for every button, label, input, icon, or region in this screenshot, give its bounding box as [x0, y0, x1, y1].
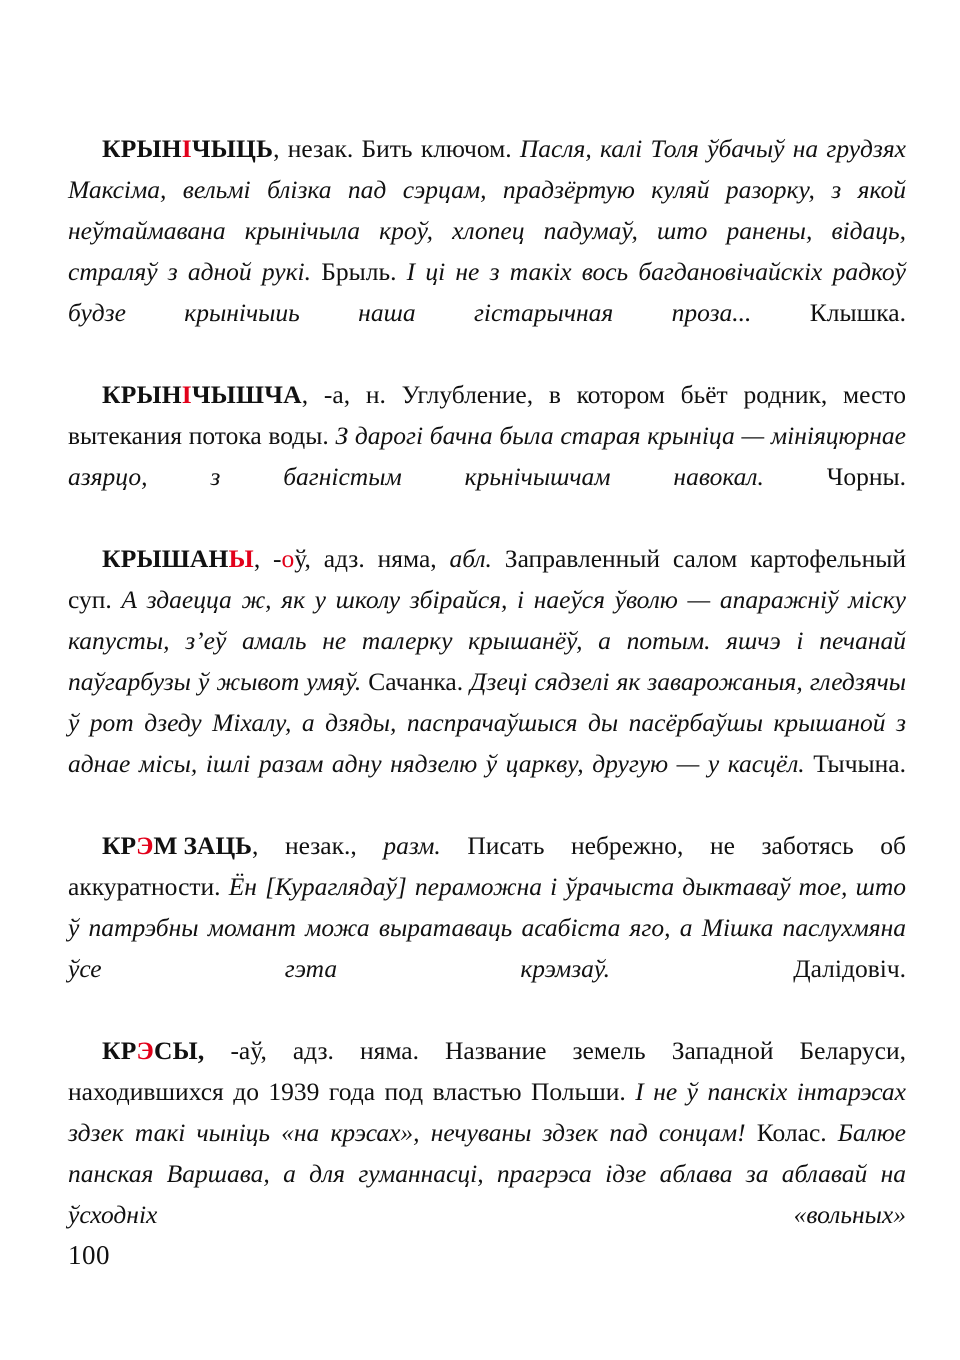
- dictionary-entry-krynichyshcha: [68, 374, 906, 538]
- stressed-vowel: Э: [136, 1036, 154, 1065]
- dictionary-entry-kryshany: [68, 538, 906, 825]
- headword-part: КРЫШАН: [102, 544, 229, 573]
- citation-source-label: Сачанка.: [368, 667, 464, 696]
- headword-krynichyts: [102, 134, 273, 163]
- headword-part: М: [153, 831, 178, 860]
- citation-source-label: Чорны.: [826, 462, 906, 491]
- citation-source: [746, 1118, 838, 1147]
- citation-source: [805, 749, 906, 778]
- headword-part: СЫ,: [153, 1036, 205, 1065]
- text-column: [68, 128, 906, 1276]
- dictionary-entry-kresy: [68, 1030, 906, 1276]
- citation-source-label: Колас.: [756, 1118, 827, 1147]
- stressed-vowel: І: [181, 380, 192, 409]
- citation-text: А здаецца ж, як у школу збірайся, і наеўся ўволю — апаражніў міску капусты, з’еў амаль не талерку крышанёў, а потым. яшчэ і печанай паўгарбузы ў жывот умяў.: [68, 585, 906, 696]
- headword-kremzats: [102, 831, 252, 860]
- stressed-vowel: І: [181, 134, 192, 163]
- inflection-suffix: ў, адз. няма,: [294, 544, 450, 573]
- headword-punctuation: ,: [253, 544, 261, 573]
- citation-source: [311, 257, 407, 286]
- inflection-stressed-vowel: о: [281, 544, 295, 573]
- citation-text: Пасля, калі Толя ўбачыў на грудзях Максіма, вельмі блізка пад сэрцам, прадзёртую куляй разорку, з якой неўтаймавана крынічыла кроў, хлопец падумаў, што ранены, відаць, страляў з адной рукі.: [68, 134, 907, 286]
- grammar-label: -аў, адз. няма.: [204, 1036, 446, 1065]
- citation-text: Балюе панская Варшава, а для гуманнасці, прагрэса ідзе аблава за аблавай на ўсходніх «вольных»: [68, 1118, 907, 1229]
- citation-text: З дарогі бачна была старая крыніца — мініяцюрнае азярцо, з багністым крьнічышчам навокал.: [68, 421, 906, 491]
- stressed-vowel: Э: [136, 831, 154, 860]
- inflection-prefix: -: [260, 544, 282, 573]
- dictionary-entry-kremzats: [68, 825, 906, 1030]
- citation-source: [610, 954, 906, 983]
- headword-krynichyshcha: [102, 380, 302, 409]
- headword-kresy: [102, 1036, 204, 1065]
- grammar-label: незак.,: [258, 831, 384, 860]
- usage-label: разм.: [383, 831, 441, 860]
- headword-punctuation: ,: [273, 134, 280, 163]
- headword-part: ЧЫШЧА: [191, 380, 302, 409]
- citation-source-label: Брыль.: [321, 257, 397, 286]
- citation-source-label: Тычына.: [813, 749, 906, 778]
- headword-part: КРЫН: [102, 380, 182, 409]
- headword-part: КРЫН: [102, 134, 182, 163]
- dictionary-entry-krynichyts: [68, 128, 906, 374]
- usage-label: абл.: [449, 544, 492, 573]
- citation-source: [361, 667, 470, 696]
- gloss-text: Заправленный салом картофельный суп.: [68, 544, 906, 614]
- stressed-vowel: Ы: [228, 544, 254, 573]
- headword-kryshany: [102, 544, 254, 573]
- grammar-label: незак.: [279, 134, 362, 163]
- page-number: 100: [68, 1240, 110, 1270]
- headword-part: КР: [102, 831, 137, 860]
- citation-source-label: Далідовіч.: [793, 954, 907, 983]
- gloss-text: Бить ключом.: [361, 134, 520, 163]
- headword-part: ЗАЦЬ: [183, 831, 253, 860]
- grammar-label: -а, н.: [308, 380, 402, 409]
- citation-source: [751, 298, 906, 327]
- headword-punctuation: ,: [301, 380, 309, 409]
- headword-part: КР: [102, 1036, 137, 1065]
- gloss-text: Углубление, в котором бьёт родник, место вытекания потока воды.: [68, 380, 906, 450]
- citation-text: Дзеці сядзелі як заварожаныя, гледзячы ў рот дзеду Міхалу, а дзяды, паспрачаўшыся ды пасёрбаўшы крышаной з аднае місы, ішлі разам адну нядзелю ў царкву, другую — у касцёл.: [68, 667, 907, 778]
- citation-text: Ён [Кураглядаў] пераможна і ўрачыста дыктаваў тое, што ў патрэбны момант можа выратаваць асабіста яго, а Мішка паслухмяна ўсе гэта крэмзаў.: [68, 872, 906, 983]
- gloss-text: Писать небрежно, не заботясь об аккуратности.: [68, 831, 906, 901]
- citation-text: І ці не з такіх вось багдановічайскіх радкоў будзе крынічыиь наша гістарычная проза...: [68, 257, 906, 327]
- gloss-text: Название земель Западной Беларуси, находившихся до 1939 года под властью Польши.: [68, 1036, 907, 1106]
- headword-part: ЧЫЦЬ: [191, 134, 274, 163]
- citation-source-label: Клышка.: [809, 298, 906, 327]
- citation-text: І не ў панскіх інтарэсах здзек такі чыніць «на крэсах», нечуваны здзек пад сонцам!: [68, 1077, 906, 1147]
- citation-source: [764, 462, 906, 491]
- headword-punctuation: ,: [252, 831, 259, 860]
